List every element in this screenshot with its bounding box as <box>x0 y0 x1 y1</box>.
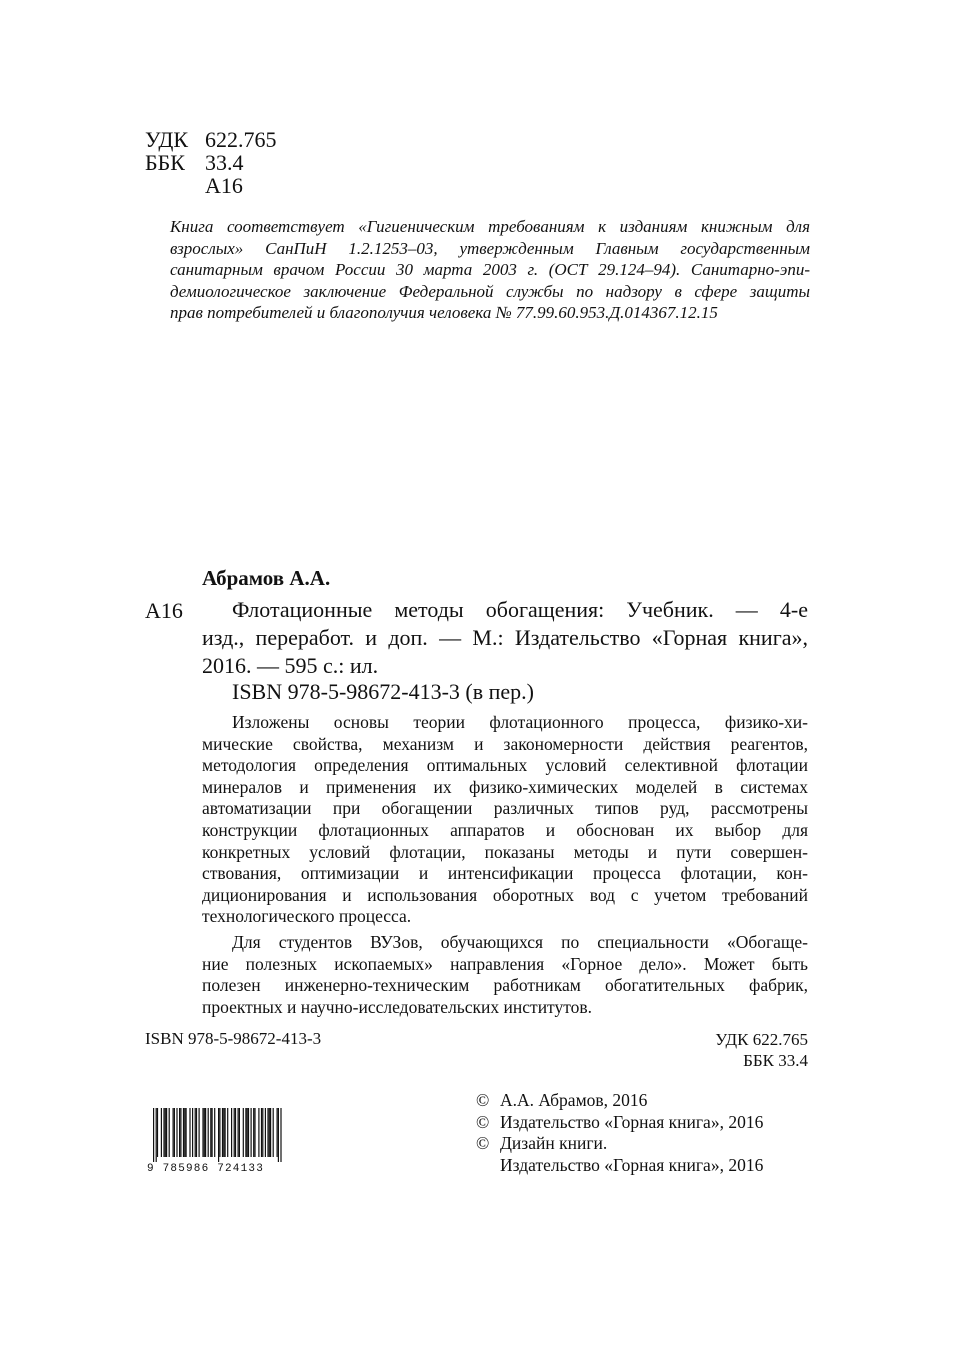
barcode-bar <box>231 1108 232 1157</box>
barcode-bar <box>208 1108 209 1157</box>
record-isbn: ISBN 978-5-98672-413-3 (в пер.) <box>232 679 535 704</box>
barcode-bar <box>196 1108 197 1157</box>
copyright-design: © Дизайн книги. <box>476 1133 608 1153</box>
barcode-bar <box>218 1108 219 1162</box>
author-name: Абрамов А.А. <box>202 566 331 590</box>
classification-block <box>145 128 277 197</box>
barcode-bar <box>234 1108 235 1157</box>
barcode-bar <box>202 1108 203 1157</box>
barcode-bar <box>214 1108 215 1157</box>
barcode-bar <box>210 1108 211 1157</box>
barcode-bar <box>199 1108 200 1157</box>
biblio-line: 2016. — 595 с.: ил. <box>202 653 379 678</box>
barcode-bar <box>157 1108 158 1157</box>
udk-value: 622.765 <box>205 127 277 152</box>
barcode-bar <box>195 1108 196 1157</box>
barcode-digits: 9 785986 724133 <box>147 1163 265 1173</box>
barcode-bar <box>253 1108 254 1157</box>
barcode-bar <box>278 1108 279 1162</box>
barcode-bar <box>183 1108 184 1157</box>
barcode-bar <box>212 1108 213 1157</box>
abstract-line: мические свойства, механизм и закономерности действия реагентов, <box>202 733 808 754</box>
barcode-bar <box>258 1108 259 1157</box>
barcode-bar <box>247 1108 248 1157</box>
footer-classification <box>715 1029 808 1071</box>
audience-line: ние полезных ископаемых» направления «Горное дело». Может быть <box>202 953 808 974</box>
barcode-bar <box>174 1108 175 1157</box>
barcode-bar <box>166 1108 167 1157</box>
author-code: А16 <box>205 173 243 198</box>
bbk-value: 33.4 <box>205 150 244 175</box>
abstract-line: методология определения оптимальных условий селективной флотации <box>202 755 808 776</box>
audience-line: проектных и научно-исследовательских институтов. <box>202 996 593 1017</box>
barcode-bar <box>184 1108 185 1157</box>
barcode-bar <box>189 1108 190 1157</box>
barcode-bar <box>173 1108 174 1157</box>
bibliographic-description <box>202 596 808 680</box>
barcode-bar <box>219 1108 220 1157</box>
barcode-bar <box>186 1108 187 1157</box>
abstract-line: минералов и применения их физико-химических моделей в системах <box>202 776 808 797</box>
barcode-bar <box>223 1108 224 1157</box>
author-code-row <box>145 174 277 197</box>
audience-line: полезен инженерно-техническим работникам обогатительных фабрик, <box>202 975 808 996</box>
abstract-line: конструкции флотационных аппаратов и обоснован их выбор для <box>202 819 808 840</box>
barcode-bar <box>269 1108 270 1157</box>
copyright-block <box>476 1090 763 1176</box>
barcode-bar <box>245 1108 246 1157</box>
barcode-bar <box>277 1108 278 1157</box>
barcode-bar <box>262 1108 263 1157</box>
barcode-bar <box>176 1108 177 1157</box>
bbk-row <box>145 151 277 174</box>
copyright-icon: © <box>476 1090 490 1110</box>
udk-row <box>145 128 277 151</box>
barcode-bar <box>235 1108 236 1157</box>
isbn-barcode <box>145 1108 285 1173</box>
notice-line: санитарным врачом России 30 марта 2003 г. (ОСТ 29.124–94). Санитарно-эпи- <box>170 260 810 279</box>
barcode-bar <box>156 1108 157 1162</box>
biblio-line: изд., переработ. и доп. — М.: Издательство «Горная книга», <box>202 625 808 650</box>
barcode-bar <box>239 1108 240 1157</box>
copyright-publisher: © Издательство «Горная книга», 2016 <box>476 1111 764 1132</box>
abstract-line: ствования, оптимизации и интенсификации процесса флотации, кон- <box>202 863 808 884</box>
copyright-icon: © <box>476 1111 490 1132</box>
barcode-bar <box>163 1108 164 1157</box>
barcode-bar <box>225 1108 226 1157</box>
barcode-bar <box>280 1108 281 1162</box>
biblio-line: Флотационные методы обогащения: Учебник. — 4-е <box>232 597 808 622</box>
barcode-bar <box>161 1108 162 1157</box>
barcode-bar <box>153 1108 154 1162</box>
barcode-bar <box>243 1108 244 1157</box>
abstract-line: технологического процесса. <box>202 906 412 927</box>
abstract <box>202 712 808 1018</box>
barcode-bar <box>265 1108 266 1157</box>
barcode-bar <box>204 1108 205 1157</box>
abstract-line: конкретных условий флотации, показаны методы и пути совершен- <box>202 841 808 862</box>
footer-bbk: ББК 33.4 <box>743 1051 808 1070</box>
barcode-bar <box>270 1108 271 1157</box>
barcode-bar <box>180 1108 181 1157</box>
footer-udk: УДК 622.765 <box>715 1030 808 1049</box>
barcode-bar <box>227 1108 228 1157</box>
notice-line: прав потребителей и благополучия человека № 77.99.60.953.Д.014367.12.15 <box>170 303 718 322</box>
barcode-bar <box>267 1108 268 1157</box>
barcode-bar <box>192 1108 193 1157</box>
abstract-line: автоматизации при обогащении различных типов руд, рассмотрены <box>202 798 808 819</box>
barcode-bar <box>179 1108 180 1157</box>
udk-label: УДК <box>145 127 189 152</box>
abstract-line: Изложены основы теории флотационного процесса, физико-хи- <box>232 712 808 732</box>
notice-line: Книга соответствует «Гигиеническим требованиям к изданиям книжным для <box>170 217 810 236</box>
record-code: А16 <box>145 598 183 623</box>
audience-line: Для студентов ВУЗов, обучающихся по специальности «Обогаще- <box>232 931 808 952</box>
barcode-bar <box>238 1108 239 1157</box>
barcode-bar <box>273 1108 274 1157</box>
notice-line: демиологическое заключение Федеральной службы по надзору в сфере защиты <box>170 281 810 301</box>
barcode-bar <box>205 1108 206 1157</box>
barcode-bar <box>165 1108 166 1157</box>
abstract-line: диционирования и использования оборотных вод с учетом требований <box>202 884 808 905</box>
barcode-bar <box>248 1108 249 1157</box>
barcode-bar <box>251 1108 252 1157</box>
footer-isbn: ISBN 978-5-98672-413-3 <box>145 1029 322 1048</box>
sanitary-notice <box>170 216 810 324</box>
barcode-bar <box>261 1108 262 1157</box>
barcode-bar <box>169 1108 170 1157</box>
copyright-icon: © <box>476 1133 490 1153</box>
copyright-author: © А.А. Абрамов, 2016 <box>476 1090 648 1110</box>
bbk-label: ББК <box>145 150 185 175</box>
copyright-design-publisher: Издательство «Горная книга», 2016 <box>500 1154 764 1175</box>
notice-line: взрослых» СанПиН 1.2.1253–03, утвержденным Главным государственным <box>170 238 810 258</box>
barcode-bar <box>254 1108 255 1157</box>
barcode-bar <box>222 1108 223 1157</box>
